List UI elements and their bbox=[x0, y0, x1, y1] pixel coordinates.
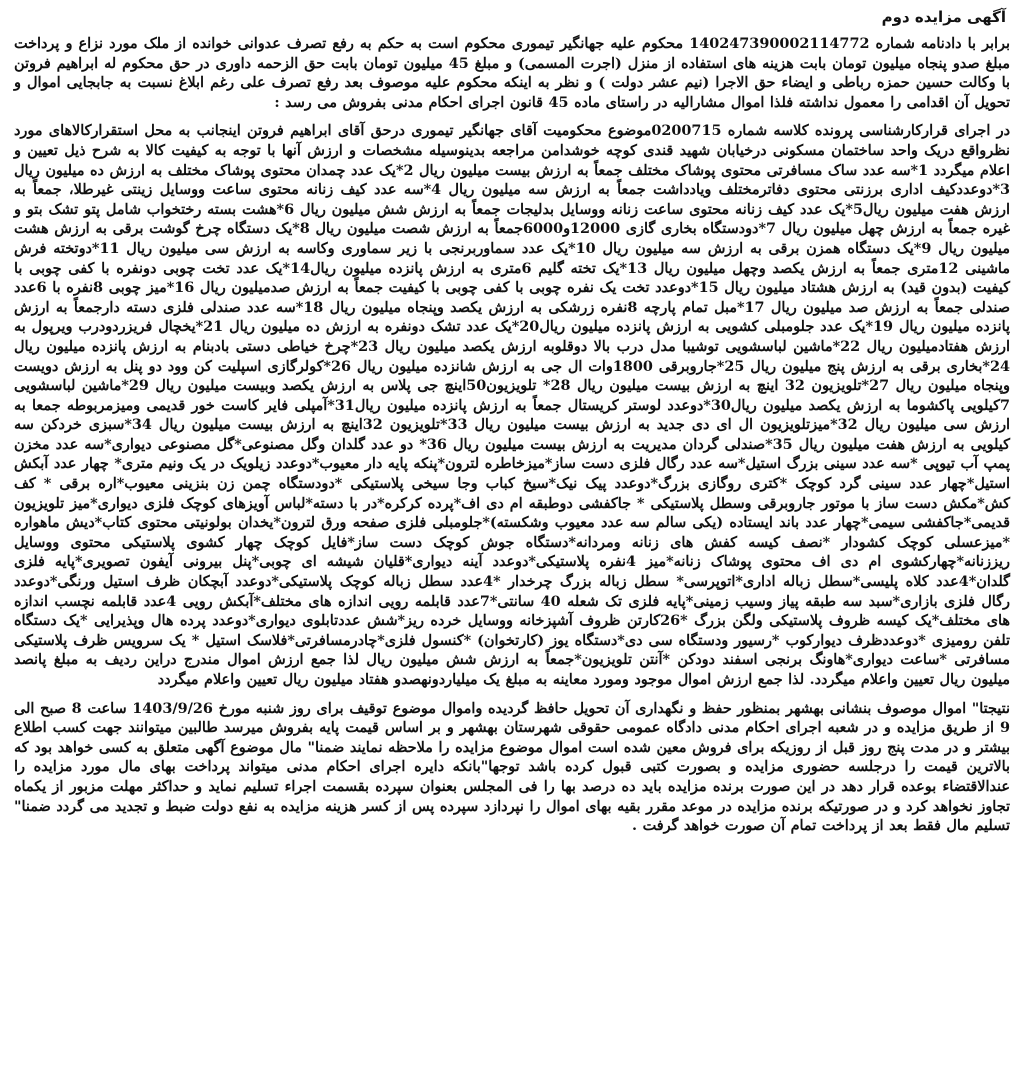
paragraph-expert-appraisal: در اجرای قرارکارشناسی پرونده کلاسه شماره 0200715موضوع محکومیت آقای جهانگیر تیموری درحق آقای ابراهیم فروتن اینجانب به محل استقرارکالاهای مورد نظرواقع دریک واحد ساختمان مسکونی درخیابان شهید قندی کوچه خوشدامن مراجعه بدینوسیله مشخصات و ارزش آنها با توجه به کیفیت کالا به شرح ذیل تعیین و اعلام میگردد 1*سه عدد ساک مسافرتی محتوی پوشاک مختلف جمعاً به ارزش بیست میلیون ریال 2*یک عدد چمدان محتوی پوشاک مختلف به ارزش ده میلیون ریال 3*دوعددکیف اداری برزنتی محتوی دفاترمختلف ویادداشت جمعاً به ارزش سه میلیون ریال 4*سه عدد کیف زنانه محتوی ساعت ووسایل زینتی غیرطلا، جمعاً به ارزش هفت میلیون ریال5*یک عدد کیف زنانه محتوی ساعت زنانه ووسایل بدلیجات جمعاً به ارزش شش میلیون ریال 6*هشت بسته رختخواب شامل پتو تشک بتو و غیره جمعاً به ارزش چهل میلیون ریال 7*دودستگاه بخاری گازی 12000و6000جمعاً به ارزش شصت میلیون ریال 8*یک دستگاه چرخ گوشت برقی به ارزش هشت میلیون ریال 9*یک دستگاه همزن برقی به ارزش سه میلیون ریال 10*یک عدد سماوربرنجی با زیر سماوری وکاسه به ارزش سی میلیون ریال 11*دوتخته فرش ماشینی 12متری جمعاً به ارزش یکصد وچهل میلیون ریال 13*یک تخته گلیم 6متری به ارزش پانزده میلیون ریال14*یک عدد تخت چوبی دونفره با کفی چوبی با کیفیت (بدون قید) به ارزش هشتاد میلیون ریال 15*دوعدد تخت یک نفره چوبی با کفی چوبی با کیفیت جمعاً به ارزش صدمیلیون ریال 16*میز چوبی 8نفره با 6عدد صندلی جمعاً به ارزش صد میلیون ریال 17*مبل تمام پارچه 8نفره زرشکی به ارزش یکصد وپنجاه میلیون ریال 18*سه عدد صندلی فلزی دسته دارجمعاً به ارزش پانزده میلیون ریال 19*یک عدد جلومبلی کشویی به ارزش پانزده میلیون ریال20*یک عدد تشک دونفره به ارزش ده میلیون ریال 21*یخچال فریزردودرب ویرپول به ارزش هفتادمیلیون ریال 22*ماشین لباسشویی توشیبا مدل درب بالا دوقلوبه ارزش یکصد میلیون ریال 23*چرخ خیاطی دستی بادبنام به ارزش پانزده میلیون ریال 24*بخاری برقی به ارزش پنج میلیون ریال 25*جاروبرقی 1800وات ال جی به ارزش شانزده میلیون ریال 26*کولرگازی اسپلیت کن وود دو پنل به ارزش دویست وپنجاه میلیون ریال 27*تلویزیون 32 اینچ به ارزش بیست میلیون ریال 28* تلویزیون50اینچ جی پلاس به ارزش یکصد وبیست میلیون ریال 29*ماشین لباسشویی 7کیلویی پاکشوما به ارزش یکصد میلیون ریال30*دوعدد لوستر کریستال جمعاً به ارزش پانزده میلیون ریال31*آمپلی فایر کاست خور قدیمی ومیزمربوطه جمعا به ارزش سی میلیون ریال 32*میزتلویزیون ال ای دی جدید به ارزش بیست میلیون ریال 33*تلویزیون 32اینچ به ارزش بیست میلیون ریال 34*سبزی خردکن سه کیلویی به ارزش هفت میلیون ریال 35*صندلی گردان مدیریت به ارزش بیست میلیون ریال 36* دو عدد گلدان وگل مصنوعی*گل مصنوعی دیواری*سه عدد مخزن پمپ آب تیوپی *سه عدد سینی بزرگ استیل*سه عدد رگال فلزی دست ساز*میزخاطره لترون*پنکه پایه دار معیوب*دوعدد زیلویک در یک ونیم متری* چهار عدد آبکش استیل*چهار عدد سینی گرد کوچک *کتری روگازی بزرگ*دوعدد پیک نیک*سیخ کباب وجا سیخی پلاستیکی *دودستگاه چمن زن بنزینی معیوب*اره برقی * کف کش*مکش دست ساز با موتور جاروبرقی وسطل پلاستیکی * جاکفشی دوطبقه ام دی اف*پرده کرکره*در با دسته*لباس آویزهای کوچک فلزی دیواری*میز تلویزیون قدیمی*جاکفشی سیمی*چهار عدد باند ایستاده (یکی سالم سه عدد معیوب وشکسته)*جلومبلی فلزی صفحه ورق لترون*یخدان بولونیتی محتوی کتاب*دیش ماهواره *میزعسلی کوچک کشودار *نصف کیسه کفش های زنانه ومردانه*دستگاه جوش کوچک دست ساز*فایل کوچک چهار کشوی پلاستیکی محتوی ووسایل ریززنانه*چهارکشوی ام دی اف محتوی پوشاک زنانه*میز 4نفره پلاستیکی*دوعدد آینه دیواری*قلیان شیشه ای چوبی*پنل بیرونی آیفون تصویری*پایه فلزی گلدان*4عدد کلاه پلیسی*سطل زباله اداری*اتوپرسی* سطل زباله بزرگ چرخدار *4عدد سطل زباله کوچک پلاستیکی*دوعدد آبچکان ظرف استیل ورنگی*دوعدد رگال فلزی بازاری*سبد سه طبقه پیاز وسیب زمینی*پایه فلزی تک شعله 40 سانتی*7عدد قابلمه رویی اندازه های مختلف*آبکش رویی 4عدد قابلمه نچسب اندازه های مختلف*یک کیسه ظروف پلاستیکی ولگن بزرگ *26کارتن ظروف آشپزخانه ووسایل خرده ریز*شش عددتابلوی دیواری*دوعدد پرده هال وپذیرایی *یک دستگاه تلفن رومیزی *دوعددظرف دیوارکوب *رسیور ودستگاه سی دی*دستگاه یوز (کارتخوان) *کنسول فلزی*چادرمسافرتی*فلاسک استیل * یک سرویس ظرف پلاستیکی مسافرتی *ساعت دیواری*هاونگ برنجی اسفند دودکن *آنتن تلویزیون*جمعاً به ارزش شش میلیون ریال لذا جمع ارزش اموال مندرج دراین ردیف به مبلغ پانصد میلیون ریال تعیین واعلام میگردد. لذا جمع ارزش اموال موجود ومورد معاینه به مبلغ یک میلیاردونهصدو هفتاد میلیون ریال تعیین واعلام میگردد bbox=[14, 122, 1011, 688]
notice-title: آگهی مزایده دوم bbox=[881, 8, 1006, 26]
paragraph-auction-terms: نتیجتا" اموال موصوف بنشانی بهشهر بمنظور حفظ و نگهداری آن تحویل حافظ گردیده واموال موضوع توقیف برای روز شنبه مورخ 1403/9/26 ساعت 8 صبح الی 9 از طریق مزایده و در شعبه اجرای احکام مدنی دادگاه عمومی حقوقی شهرستان بهشهر و بر اساس قیمت پایه بفروش میرسد طالبین میتوانند جهت کسب اطلاع بیشتر و در مدت پنج روز قبل از روزیکه برای فروش معین شده است اموال موضوع مزایده را ملاحظه نمایند ضمنا" مال موضوع آگهی متعلق به کسی خواهد بود که بالاترین قیمت را درجلسه حضوری مزایده و بصورت کتبی قبول کرده باشد توجها"بانکه دایره اجرای احکام مدنی میتواند پرداخت بهای مال مورد مزایده را عندالاقتضاء بوعده قرار دهد در این صورت برنده مزایده باید ده درصد بها را فی المجلس بعنوان سپرده بقسمت اجراء تسلیم نماید و حداکثر مهلت مزبور از یکماه تجاوز نخواهد کرد و در صورتیکه برنده مزایده در موعد مقرر بقیه بهای اموال را نپردازد سپرده پس از کسر هزینه مزایده به نفع دولت ضبط و تجدید می گردد ضمنا" تسلیم مال فقط بعد از پرداخت تمام آن صورت خواهد گرفت . bbox=[14, 699, 1010, 835]
paragraph-judgment: برابر با دادنامه شماره 140247390002114772 محکوم علیه جهانگیر تیموری محکوم است به حکم به رفع تصرف عدوانی خوانده از ملک مورد نزاع و پرداخت مبلغ صدو پنجاه میلیون تومان بابت هزینه های استفاده از منزل (اجرت المسمی) و مبلغ 45 میلیون تومان بابت حق الزحمه داوری در حق محکوم له ابراهیم فروتن با وکالت حسین حمزه رباطی و ایضاء حق الاجرا (نیم عشر دولت ) و نظر به اینکه محکوم علیه موصوف بعد رفع تصرف علی رغم ابلاغ نسبت به جابجایی اموال و تحویل آن اقدامی را معمول نداشته فلذا اموال مشارالیه در راستای ماده 45 قانون اجرای احکام مدنی بفروش می رسد : bbox=[14, 35, 1010, 111]
